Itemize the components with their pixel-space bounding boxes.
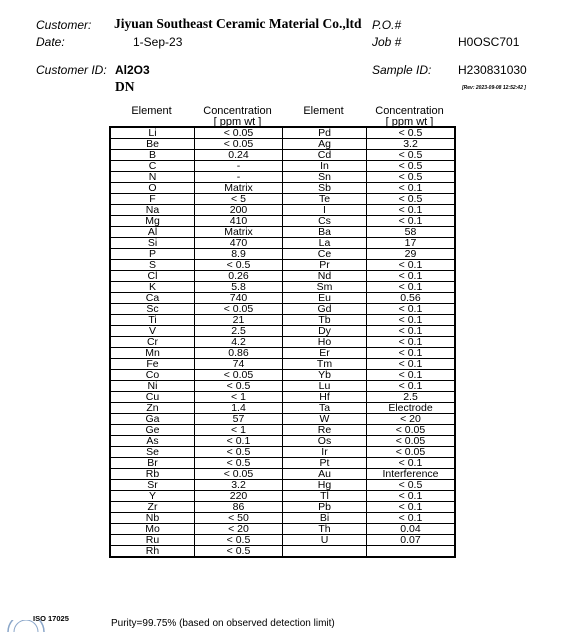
element-cell-right: In <box>283 161 367 172</box>
concentration-cell-left: < 0.05 <box>195 370 283 381</box>
element-cell-left: Ga <box>110 414 195 425</box>
element-cell-right: Tm <box>283 359 367 370</box>
concentration-cell-right: < 0.5 <box>367 194 456 205</box>
concentration-cell-left: < 20 <box>195 524 283 535</box>
table-row <box>110 491 455 502</box>
element-cell-left: Zr <box>110 502 195 513</box>
table-row <box>110 227 455 238</box>
table-row <box>110 293 455 304</box>
table-row <box>110 480 455 491</box>
concentration-cell-right: < 0.5 <box>367 161 456 172</box>
element-cell-left: S <box>110 260 195 271</box>
element-cell-right: Cs <box>283 216 367 227</box>
element-cell-left: Cl <box>110 271 195 282</box>
table-row <box>110 172 455 183</box>
element-cell-left: Mo <box>110 524 195 535</box>
table-row <box>110 392 455 403</box>
concentration-cell-left: < 0.05 <box>195 139 283 150</box>
concentration-cell-left: 220 <box>195 491 283 502</box>
col-header-element-left: Element <box>131 105 172 117</box>
element-cell-left: Na <box>110 205 195 216</box>
table-row <box>110 502 455 513</box>
element-cell-right: Er <box>283 348 367 359</box>
concentration-cell-left: < 0.1 <box>195 436 283 447</box>
concentration-cell-right: < 0.1 <box>367 304 456 315</box>
table-row <box>110 546 455 558</box>
concentration-table <box>109 126 456 558</box>
table-row <box>110 249 455 260</box>
element-cell-left: Ca <box>110 293 195 304</box>
element-cell-left: Ni <box>110 381 195 392</box>
table-row <box>110 381 455 392</box>
concentration-cell-right: < 20 <box>367 414 456 425</box>
element-cell-right: Os <box>283 436 367 447</box>
concentration-cell-right: < 0.05 <box>367 447 456 458</box>
element-cell-left: Cr <box>110 337 195 348</box>
table-row <box>110 315 455 326</box>
col-header-concentration-title: Concentration <box>203 105 272 117</box>
table-row <box>110 370 455 381</box>
concentration-cell-left: 86 <box>195 502 283 513</box>
element-cell-left: O <box>110 183 195 194</box>
accreditation-seal-icon <box>6 620 46 632</box>
concentration-cell-left: < 1 <box>195 392 283 403</box>
concentration-cell-left: 0.26 <box>195 271 283 282</box>
table-row <box>110 348 455 359</box>
table-row <box>110 260 455 271</box>
concentration-cell-left: < 0.5 <box>195 458 283 469</box>
concentration-cell-left: 0.86 <box>195 348 283 359</box>
concentration-cell-right: < 0.1 <box>367 282 456 293</box>
element-cell-right: Yb <box>283 370 367 381</box>
concentration-cell-right: < 0.1 <box>367 326 456 337</box>
element-cell-right: Pr <box>283 260 367 271</box>
concentration-cell-right: < 0.1 <box>367 216 456 227</box>
element-cell-right: Pd <box>283 127 367 139</box>
concentration-cell-left: - <box>195 161 283 172</box>
element-cell-left: Si <box>110 238 195 249</box>
concentration-cell-right: 0.04 <box>367 524 456 535</box>
job-label: Job # <box>372 35 402 49</box>
concentration-cell-left: 740 <box>195 293 283 304</box>
element-cell-right: Ag <box>283 139 367 150</box>
concentration-cell-right: 2.5 <box>367 392 456 403</box>
concentration-cell-left: 470 <box>195 238 283 249</box>
element-cell-right: Pt <box>283 458 367 469</box>
table-row <box>110 326 455 337</box>
element-cell-left: Mg <box>110 216 195 227</box>
element-cell-right: Bi <box>283 513 367 524</box>
element-cell-left: Cu <box>110 392 195 403</box>
table-row <box>110 304 455 315</box>
concentration-cell-right: 0.56 <box>367 293 456 304</box>
concentration-cell-left: 21 <box>195 315 283 326</box>
date-value: 1-Sep-23 <box>133 35 183 49</box>
element-cell-left: Ru <box>110 535 195 546</box>
element-cell-right: Tb <box>283 315 367 326</box>
concentration-cell-left: < 50 <box>195 513 283 524</box>
table-row <box>110 139 455 150</box>
table-row <box>110 513 455 524</box>
element-cell-right: Ce <box>283 249 367 260</box>
concentration-cell-left: 57 <box>195 414 283 425</box>
customer-id-value: Al2O3 <box>115 63 150 77</box>
element-cell-left: Nb <box>110 513 195 524</box>
table-row <box>110 183 455 194</box>
element-cell-left: N <box>110 172 195 183</box>
col-header-unit: [ ppm wt ] <box>385 116 434 128</box>
concentration-cell-left: 410 <box>195 216 283 227</box>
concentration-cell-left: < 0.5 <box>195 546 283 558</box>
element-cell-left: Ti <box>110 315 195 326</box>
concentration-cell-right: 3.2 <box>367 139 456 150</box>
element-cell-right: Hg <box>283 480 367 491</box>
concentration-cell-right: < 0.05 <box>367 425 456 436</box>
element-cell-left: Rb <box>110 469 195 480</box>
table-row <box>110 282 455 293</box>
concentration-cell-right: < 0.1 <box>367 205 456 216</box>
concentration-cell-left: < 0.5 <box>195 381 283 392</box>
element-cell-left: F <box>110 194 195 205</box>
concentration-cell-right: 0.07 <box>367 535 456 546</box>
element-cell-left: Co <box>110 370 195 381</box>
element-cell-left: C <box>110 161 195 172</box>
element-cell-right: Eu <box>283 293 367 304</box>
concentration-cell-right: < 0.5 <box>367 150 456 161</box>
table-row <box>110 524 455 535</box>
concentration-cell-right: 58 <box>367 227 456 238</box>
concentration-cell-left: < 0.05 <box>195 304 283 315</box>
date-label: Date: <box>36 35 65 49</box>
concentration-cell-right: < 0.1 <box>367 337 456 348</box>
element-cell-right: W <box>283 414 367 425</box>
table-row <box>110 469 455 480</box>
element-cell-right: U <box>283 535 367 546</box>
element-cell-left: Sr <box>110 480 195 491</box>
element-cell-right: Au <box>283 469 367 480</box>
concentration-cell-right: < 0.1 <box>367 315 456 326</box>
concentration-cell-right: < 0.1 <box>367 348 456 359</box>
concentration-cell-left: < 5 <box>195 194 283 205</box>
element-cell-left: Zn <box>110 403 195 414</box>
col-header-concentration-right <box>366 106 453 128</box>
job-value: H0OSC701 <box>458 35 520 49</box>
element-cell-right: I <box>283 205 367 216</box>
element-cell-right <box>283 546 367 558</box>
concentration-cell-left: 8.9 <box>195 249 283 260</box>
concentration-cell-left: < 0.5 <box>195 447 283 458</box>
element-cell-left: Fe <box>110 359 195 370</box>
concentration-cell-left: < 1 <box>195 425 283 436</box>
concentration-cell-right: < 0.1 <box>367 370 456 381</box>
table-row <box>110 238 455 249</box>
table-row <box>110 458 455 469</box>
table-row <box>110 216 455 227</box>
element-cell-left: Sc <box>110 304 195 315</box>
table-row <box>110 425 455 436</box>
concentration-cell-right: < 0.1 <box>367 271 456 282</box>
element-cell-left: Br <box>110 458 195 469</box>
concentration-cell-left: < 0.5 <box>195 535 283 546</box>
table-row <box>110 161 455 172</box>
concentration-cell-left: < 0.05 <box>195 469 283 480</box>
table-row <box>110 337 455 348</box>
customer-id-sub: DN <box>115 79 135 94</box>
concentration-cell-right: < 0.1 <box>367 502 456 513</box>
table-row <box>110 447 455 458</box>
element-cell-left: Se <box>110 447 195 458</box>
concentration-cell-right: Interference <box>367 469 456 480</box>
element-cell-right: Cd <box>283 150 367 161</box>
element-cell-left: V <box>110 326 195 337</box>
concentration-cell-right: < 0.1 <box>367 381 456 392</box>
customer-id-label: Customer ID: <box>36 63 107 77</box>
sample-id-value: H230831030 <box>458 63 527 77</box>
table-row <box>110 414 455 425</box>
element-cell-right: Th <box>283 524 367 535</box>
concentration-cell-left: 3.2 <box>195 480 283 491</box>
table-row <box>110 150 455 161</box>
element-cell-left: B <box>110 150 195 161</box>
table-row <box>110 403 455 414</box>
element-cell-right: Dy <box>283 326 367 337</box>
concentration-cell-right: < 0.05 <box>367 436 456 447</box>
element-cell-left: P <box>110 249 195 260</box>
purity-note: Purity=99.75% (based on observed detection limit) <box>111 618 335 629</box>
element-cell-right: Ir <box>283 447 367 458</box>
element-cell-right: Te <box>283 194 367 205</box>
element-cell-right: Tl <box>283 491 367 502</box>
concentration-cell-left: Matrix <box>195 183 283 194</box>
concentration-cell-right: < 0.5 <box>367 480 456 491</box>
concentration-cell-right: < 0.1 <box>367 359 456 370</box>
element-cell-right: Sm <box>283 282 367 293</box>
concentration-cell-left: 4.2 <box>195 337 283 348</box>
element-cell-left: Mn <box>110 348 195 359</box>
element-cell-left: Rh <box>110 546 195 558</box>
element-cell-right: Sb <box>283 183 367 194</box>
concentration-cell-left: 74 <box>195 359 283 370</box>
col-header-concentration-left <box>194 106 281 128</box>
concentration-cell-left: Matrix <box>195 227 283 238</box>
concentration-cell-right: < 0.1 <box>367 513 456 524</box>
element-cell-right: Sn <box>283 172 367 183</box>
concentration-cell-right: Electrode <box>367 403 456 414</box>
concentration-cell-right <box>367 546 456 558</box>
element-cell-right: Lu <box>283 381 367 392</box>
table-row <box>110 127 455 139</box>
element-cell-left: Li <box>110 127 195 139</box>
col-header-concentration-title: Concentration <box>375 105 444 117</box>
concentration-cell-left: 200 <box>195 205 283 216</box>
col-header-element-right: Element <box>303 105 344 117</box>
concentration-cell-left: 2.5 <box>195 326 283 337</box>
concentration-cell-right: < 0.5 <box>367 172 456 183</box>
table-row <box>110 271 455 282</box>
concentration-cell-right: < 0.1 <box>367 183 456 194</box>
element-cell-right: Re <box>283 425 367 436</box>
sample-id-label: Sample ID: <box>372 63 432 77</box>
concentration-cell-right: < 0.5 <box>367 127 456 139</box>
concentration-cell-left: - <box>195 172 283 183</box>
table-row <box>110 436 455 447</box>
concentration-cell-right: < 0.1 <box>367 458 456 469</box>
table-row <box>110 205 455 216</box>
concentration-cell-right: 29 <box>367 249 456 260</box>
po-label: P.O.# <box>372 18 402 32</box>
concentration-cell-left: 1.4 <box>195 403 283 414</box>
customer-name: Jiyuan Southeast Ceramic Material Co.,ltd <box>114 16 362 31</box>
element-cell-left: Al <box>110 227 195 238</box>
revision-stamp: [Rev: 2023-09-08 12:52:42 ] <box>462 85 526 91</box>
concentration-cell-left: < 0.5 <box>195 260 283 271</box>
element-cell-right: Gd <box>283 304 367 315</box>
element-cell-right: Nd <box>283 271 367 282</box>
concentration-cell-left: 0.24 <box>195 150 283 161</box>
concentration-cell-right: < 0.1 <box>367 491 456 502</box>
element-cell-right: Ta <box>283 403 367 414</box>
element-cell-right: Ho <box>283 337 367 348</box>
element-cell-left: K <box>110 282 195 293</box>
element-cell-left: Be <box>110 139 195 150</box>
element-cell-right: La <box>283 238 367 249</box>
col-header-unit: [ ppm wt ] <box>213 116 262 128</box>
concentration-cell-right: 17 <box>367 238 456 249</box>
concentration-cell-left: 5.8 <box>195 282 283 293</box>
table-row <box>110 194 455 205</box>
element-cell-right: Hf <box>283 392 367 403</box>
concentration-cell-right: < 0.1 <box>367 260 456 271</box>
element-cell-left: Ge <box>110 425 195 436</box>
element-cell-right: Pb <box>283 502 367 513</box>
element-cell-left: As <box>110 436 195 447</box>
element-cell-left: Y <box>110 491 195 502</box>
table-body <box>110 127 455 557</box>
iso-label: ISO 17025 <box>33 614 69 623</box>
customer-label: Customer: <box>36 18 92 32</box>
table-row <box>110 359 455 370</box>
element-cell-right: Ba <box>283 227 367 238</box>
table-row <box>110 535 455 546</box>
concentration-cell-left: < 0.05 <box>195 127 283 139</box>
